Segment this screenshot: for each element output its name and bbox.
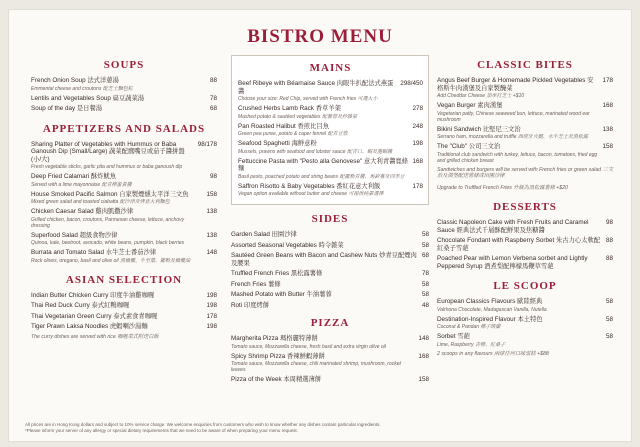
menu-item <box>31 249 217 264</box>
item-name: Roti 印度烤餅 <box>231 301 270 309</box>
item-desc: Served with a lime mayonnaise 配青檸蛋黃醬 <box>31 181 132 188</box>
menu-item <box>238 123 423 138</box>
pizza-heading: PIZZA <box>310 317 350 329</box>
item-price: 148 <box>418 335 429 342</box>
menu-item <box>231 252 429 267</box>
pizza-list <box>231 335 429 384</box>
menu-item <box>231 270 429 278</box>
item-name: Indian Butter Chicken Curry 印度牛油雞咖喱 <box>31 291 155 299</box>
item-price: 198 <box>206 323 217 330</box>
item-desc: Valrhona Chocolate, Madagascan Vanilla, Nutella <box>437 306 547 313</box>
item-name: Margherita Pizza 瑪格麗特薄餅 <box>231 335 318 342</box>
item-price: 58 <box>605 333 613 340</box>
item-desc: Lime, Raspberry 青檸、紅桑子 <box>437 341 506 348</box>
item-price: 88 <box>605 237 613 244</box>
item-name: Saffron Risotto & Baby Vegetables 番紅花意大利飯 <box>238 182 381 190</box>
item-name: Classic Napoleon Cake with Fresh Fruits and Caramel Sauce 經典法式千層酥配鮮果及焦糖醬 <box>437 219 589 234</box>
item-name: Chicken Caesar Salad 雞肉凱撒沙律 <box>31 208 134 215</box>
item-name: Angus Beef Burger & Homemade Pickled Vegetables 安格斯牛肉漢堡及自家製醃菜 <box>437 77 594 92</box>
menu-item <box>31 77 217 92</box>
item-price: 168 <box>418 352 429 360</box>
item-name: Poached Pear with Lemon Verbena sorbet and Lightly Peppered Syrup 酒煮梨配檸檬馬鞭草雪葩 <box>437 255 588 270</box>
item-price: 158 <box>602 143 613 150</box>
menu-item <box>31 323 217 331</box>
item-name: Crushed Herbs Lamb Rack 香草羊架 <box>238 105 341 112</box>
item-name: Vegan Burger 素肉漢堡 <box>437 102 503 109</box>
soups-list <box>31 77 217 113</box>
menu-item <box>437 298 613 313</box>
item-price: 278 <box>412 105 423 112</box>
item-price: 58 <box>605 315 613 323</box>
menu-item <box>238 183 423 198</box>
item-name: Lentils and Vegetables Soup 扁豆蔬菜湯 <box>31 94 145 102</box>
menu-item <box>31 191 217 206</box>
menu-item <box>437 219 613 234</box>
classic-note: Sandwiches and burgers will be served with French fries or green salad 三文治及漢堡配送薯條或田園沙律 <box>437 166 613 179</box>
item-name: Tiger Prawn Laksa Noodles 虎蝦喇沙湯麵 <box>31 323 148 330</box>
asian-list <box>31 292 217 341</box>
item-desc: Emmental cheese and croutons 配芝士麵包粒 <box>31 85 133 92</box>
item-price: 178 <box>602 77 613 84</box>
item-price: 138 <box>602 125 613 133</box>
item-desc: Green pea puree, potato & caper fennel 配青豆蓉 <box>238 131 348 137</box>
sides-list <box>231 231 429 309</box>
column-middle <box>231 55 429 387</box>
item-desc: Mixed green salad and toasted ciabatta 配沙律及烤意大利麵包 <box>31 199 170 205</box>
item-price: 168 <box>412 157 423 165</box>
item-price: 88 <box>209 77 217 84</box>
classic-list <box>437 77 613 191</box>
menu-item <box>437 255 613 270</box>
item-name: French Fries 薯條 <box>231 280 281 288</box>
item-name: Superfood Salad 超級食物沙律 <box>31 231 118 239</box>
item-name: Sautéed Green Beans with Bacon and Cashew Nuts 炒青豆配煙肉及腰果 <box>231 252 417 267</box>
menu-item <box>231 353 429 374</box>
item-desc: Serrano ham, mozzarella and truffle 西班牙火腿、水牛芝士及黑松露 <box>437 134 588 140</box>
item-name: Chocolate Fondant with Raspberry Sorbet 朱古力心太軟配紅桑子雪葩 <box>437 237 601 252</box>
item-price: 68 <box>209 105 217 112</box>
classic-heading: CLASSIC BITES <box>477 59 573 71</box>
item-name: Pan Roasted Halibut 香煎比目魚 <box>238 122 329 130</box>
item-price: 178 <box>206 312 217 320</box>
item-price: 138 <box>206 231 217 239</box>
item-price: 298/450 <box>400 80 423 87</box>
item-price: 168 <box>602 102 613 109</box>
menu-footer: All prices are in Hong Kong dollars and subject to 10% service charge. We welcome enquiries from customers who wish to know whether any dishes contain particular ingredients. *Please inform your server of any allergy or special dietary requirements that we need to be aware of when preparing your menu request. <box>25 422 381 433</box>
item-name: European Classics Flavours 歐陸經典 <box>437 298 543 305</box>
item-price: 58 <box>421 280 429 288</box>
mains-box <box>231 55 429 205</box>
menu-item <box>238 158 423 180</box>
menu-item <box>231 231 429 239</box>
item-price: 148 <box>206 249 217 256</box>
scoop-list <box>437 298 613 357</box>
item-name: Mashed Potato with Butter 牛油薯蓉 <box>231 291 332 298</box>
menu-item <box>437 333 613 348</box>
item-desc: Vegan option available without butter and cheese 可提供純素選擇 <box>238 191 384 197</box>
menu-item <box>31 105 217 113</box>
menu-item <box>31 313 217 321</box>
item-name: Thai Red Duck Curry 泰式紅鴨咖喱 <box>31 302 130 309</box>
menu-item <box>437 126 613 141</box>
item-desc: Traditional club sandwich with turkey, lettuce, bacon, tomatoes, fried egg and grilled chicken breast <box>437 151 598 164</box>
item-desc: Mussels, prawns with seafood and lobster sauce 配青口、蝦及龍蝦醬 <box>238 148 392 155</box>
menu-item <box>437 316 613 331</box>
item-desc: Choose your size: Red Chip, served with French fries 可選大小 <box>238 96 378 102</box>
item-desc: Tomato sauce, Mozzarella cheese, chili marinated shrimp, mushroom, rocket leaves <box>231 361 401 373</box>
menu-item <box>231 376 429 384</box>
item-desc: Tomato sauce, Mozzarella cheese, fresh basil and extra virgin olive oil <box>231 343 386 350</box>
item-price: 48 <box>421 301 429 309</box>
scoop-heading: LE SCOOP <box>493 280 557 292</box>
item-price: 58 <box>421 241 429 249</box>
menu-item <box>238 105 423 120</box>
item-price: 58 <box>605 298 613 305</box>
item-name: Truffled French Fries 黑松露薯條 <box>231 270 323 277</box>
item-price: 198 <box>412 140 423 147</box>
item-name: Pizza of the Week 本周精選薄餅 <box>231 376 322 383</box>
menu-panel <box>9 10 631 441</box>
desserts-list <box>437 219 613 270</box>
menu-item <box>231 281 429 289</box>
menu-item <box>31 95 217 103</box>
menu-item <box>31 302 217 310</box>
item-name: Destination-Inspired Flavour 本土特色 <box>437 315 543 323</box>
item-name: House Smoked Pacific Salmon 自家製煙燻太平洋三文魚 <box>31 190 189 198</box>
desserts-heading: DESSERTS <box>493 201 557 213</box>
item-price: 88 <box>605 255 613 262</box>
item-price: 158 <box>206 190 217 198</box>
menu-item <box>31 232 217 247</box>
classic-upgrade: Upgrade to Truffled French Fries 升級為黑松露薯條 +$20 <box>437 184 568 191</box>
item-price: 158 <box>418 376 429 383</box>
item-price: 98/178 <box>197 140 217 148</box>
item-name: Soup of the day 是日餐湯 <box>31 105 103 112</box>
menu-title: BISTRO MENU <box>247 26 393 47</box>
menu-item <box>231 291 429 299</box>
menu-item <box>238 140 423 155</box>
item-name: Thai Vegetarian Green Curry 泰式素食青咖喱 <box>31 312 158 320</box>
item-name: Sharing Platter of Vegetables with Hummus or Baba Ganoush Dip (Small/Large) 蔬菜配鷹嘴豆或茄子醬拼盤 (小/大) <box>31 140 185 163</box>
item-desc: Basil pesto, poached potato and string beans 配羅勒青醬、馬鈴薯及四季豆 <box>238 173 405 180</box>
sides-heading: SIDES <box>311 213 349 225</box>
menu-item <box>31 173 217 188</box>
item-desc: Coconut & Pandan 椰子斑蘭 <box>437 324 501 330</box>
item-price: 248 <box>412 122 423 130</box>
item-name: The "Club" 公司三文治 <box>437 143 501 150</box>
soups-heading: SOUPS <box>103 59 145 71</box>
item-desc: Vegetarian patty, Chinese seaweed bun, lettuce, marinated wood ear mushroom <box>437 110 590 123</box>
menu-item <box>231 242 429 250</box>
item-price: 58 <box>421 291 429 298</box>
item-price: 198 <box>206 302 217 309</box>
item-price: 78 <box>209 94 217 102</box>
menu-item <box>31 141 217 171</box>
mains-heading: MAINS <box>309 62 352 74</box>
item-desc: Add Cheddar Cheese 加車打芝士 +$10 <box>437 93 525 99</box>
item-name: Assorted Seasonal Vegetables 時令雜菜 <box>231 241 344 249</box>
item-name: Burrata and Tomato Salad 水牛芝士番茄沙律 <box>31 249 157 256</box>
column-right <box>437 55 613 362</box>
menu-item <box>238 80 423 102</box>
item-price: 78 <box>421 270 429 277</box>
item-name: Deep Fried Calamari 酥炸魷魚 <box>31 173 117 180</box>
item-desc: Grilled chicken, bacon, croutons, Parmesan cheese, lettuce, anchovy dressing <box>31 216 185 229</box>
item-price: 58 <box>421 231 429 238</box>
item-name: Beef Ribeye with Béarnaise Sauce 肉眼牛扒配法式燕蛋醬 <box>238 80 394 95</box>
menu-item <box>231 335 429 350</box>
item-price: 198 <box>206 291 217 299</box>
item-name: Seafood Spaghetti 海鮮意粉 <box>238 140 317 147</box>
item-price: 68 <box>421 252 429 259</box>
menu-item <box>437 237 613 252</box>
menu-item <box>437 143 613 164</box>
item-desc: Quinoa, kale, beetroot, avocado, white beans, pumpkin, black berries <box>31 240 185 246</box>
item-name: French Onion Soup 法式洋蔥湯 <box>31 77 119 84</box>
menu-item <box>31 208 217 229</box>
item-price: 98 <box>605 219 613 226</box>
scoop-note: 2 scoops in any flavours 兩球任何口味雪糕 +$88 <box>437 350 549 357</box>
asian-heading: ASIAN SELECTION <box>65 273 183 286</box>
menu-item <box>437 77 613 99</box>
item-desc: Fresh vegetable sticks, garlic pita and hummus or baba ganoush dip <box>31 164 183 170</box>
item-name: Fettuccine Pasta with "Pesto alla Genovese" 意大利青醬寬條麵 <box>238 157 409 172</box>
item-name: Spicy Shrimp Pizza 香辣鮮蝦薄餅 <box>231 352 325 360</box>
appetizers-list <box>31 141 217 264</box>
appetizers-heading: APPETIZERS AND SALADS <box>42 122 206 135</box>
item-desc: Mashed potato & sautéed vegetables 配薯蓉及炒雜菜 <box>238 113 357 120</box>
item-name: Garden Salad 田園沙律 <box>231 231 297 238</box>
menu-item <box>437 102 613 123</box>
menu-item <box>31 292 217 300</box>
asian-note: The curry dishes are served with rice 咖喱菜式附送白飯 <box>31 333 159 340</box>
menu-item <box>231 302 429 310</box>
item-price: 138 <box>206 208 217 215</box>
item-price: 98 <box>209 173 217 180</box>
item-name: Sorbet 雪葩 <box>437 333 470 340</box>
item-desc: Rock olives, oregano, basil and olive oil 黑橄欖、牛至葉、羅勒及橄欖油 <box>31 257 190 264</box>
column-left <box>31 55 217 345</box>
item-name: Bikini Sandwich 比堅尼三文治 <box>437 125 521 133</box>
item-price: 178 <box>412 182 423 190</box>
